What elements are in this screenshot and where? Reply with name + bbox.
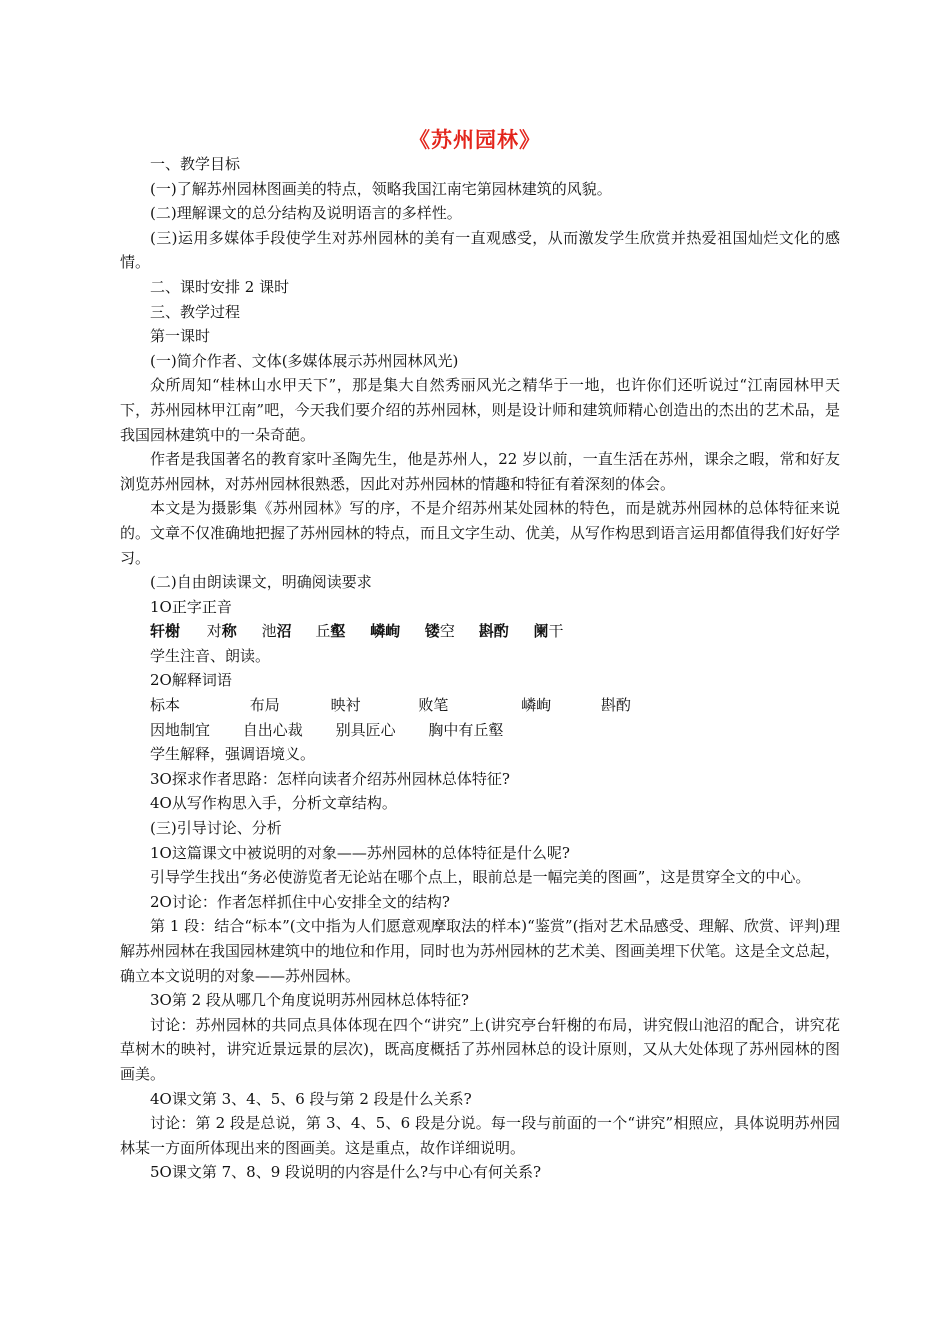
list-item: 4O从写作构思入手，分析文章结构。 [150, 794, 397, 813]
pronounce-word-plain: 干 [548, 622, 564, 641]
pronounce-word: 壑 [330, 622, 346, 641]
paragraph: 众所周知“桂林山水甲天下”，那是集大自然秀丽风光之精华于一地，也许你们还听说过“江南园林甲天下，苏州园林甲江南”吧，今天我们要介绍的苏州园林，则是设计师和建筑师精心创造出的杰出的艺术品，是我国园林建筑中的一朵奇葩。 [120, 376, 840, 444]
lesson-heading: 第一课时 [150, 327, 211, 346]
document-title: 《苏州园林》 [409, 128, 541, 152]
pronounce-word-plain: 丘 [315, 622, 331, 641]
objective-3: (三)运用多媒体手段使学生对苏州园林的美有一直观感受，从而激发学生欣赏并热爱祖国灿烂文化的感情。 [120, 228, 840, 272]
pronounce-word: 阑 [533, 622, 549, 641]
paragraph: 本文是为摄影集《苏州园林》写的序，不是介绍苏州某处园林的特色，而是就苏州园林的总体特征来说的。文章不仅准确地把握了苏州园林的特点，而且文字生动、优美，从写作构思到语言运用都值得我们好好学习。 [120, 499, 841, 567]
pronounce-word: 轩榭 [150, 622, 181, 641]
pronounce-word: 称 [221, 622, 237, 641]
list-item: 3O探求作者思路：怎样向读者介绍苏州园林总体特征? [150, 769, 510, 788]
vocab-word: 因地制宜 [150, 720, 211, 739]
pronounce-word-plain: 池 [261, 622, 277, 641]
pronounce-word-plain: 对 [206, 622, 222, 641]
paragraph: 第 1 段：结合“标本”(文中指为人们愿意观摩取法的样本)“鉴赏”(指对艺术品感受、理解、欣赏、评判)理解苏州园林在我国园林建筑中的地位和作用，同时也为苏州园林的艺术美、图画美埋下伏笔。这是全文总起，确立本文说明的对象——苏州园林。 [120, 917, 841, 985]
sub-heading: (一)简介作者、文体(多媒体展示苏州园林风光) [150, 351, 459, 370]
list-item: 5O课文第 7、8、9 段说明的内容是什么?与中心有何关系? [150, 1163, 542, 1182]
paragraph: 学生注音、朗读。 [150, 646, 271, 665]
vocab-word: 斟酌 [600, 696, 631, 715]
paragraph: 讨论：第 2 段是总说，第 3、4、5、6 段是分说。每一段与前面的一个“讲究”相照应，具体说明苏州园林某一方面所体现出来的图画美。这是重点，故作详细说明。 [120, 1114, 840, 1157]
list-item: 2O解释词语 [150, 671, 232, 690]
paragraph: 引导学生找出“务必使游览者无论站在哪个点上，眼前总是一幅完美的图画”，这是贯穿全文的中心。 [150, 868, 811, 887]
list-item: 4O课文第 3、4、5、6 段与第 2 段是什么关系? [150, 1089, 472, 1108]
list-item: 3O第 2 段从哪几个角度说明苏州园林总体特征? [150, 991, 469, 1010]
pronounce-word-row [120, 619, 840, 644]
paragraph: 学生解释，强调语境义。 [150, 745, 316, 764]
section-heading: 三、教学过程 [150, 302, 241, 321]
sub-heading: (三)引导讨论、分析 [150, 819, 282, 838]
section-heading: 一、教学目标 [150, 155, 241, 173]
document-body [120, 152, 840, 1185]
pronounce-word: 镂 [424, 622, 440, 641]
section-heading: 二、课时安排 2 课时 [150, 277, 290, 296]
list-item: 1O正字正音 [150, 597, 232, 616]
vocab-word: 败笔 [418, 696, 449, 715]
vocab-word: 布局 [249, 696, 280, 715]
list-item: 2O讨论：作者怎样抓住中心安排全文的结构? [150, 892, 450, 911]
objective-2: (二)理解课文的总分结构及说明语言的多样性。 [150, 204, 462, 223]
paragraph: 讨论：苏州园林的共同点具体体现在四个“讲究”上(讲究亭台轩榭的布局，讲究假山池沼的配合，讲究花草树木的映衬，讲究近景远景的层次)，既高度概括了苏州园林总的设计原则，又从大处体现了苏州园林的图画美。 [120, 1015, 840, 1083]
pronounce-word-plain: 空 [439, 622, 455, 641]
sub-heading: (二)自由朗读课文，明确阅读要求 [150, 573, 372, 592]
vocab-word: 嶙峋 [521, 696, 552, 715]
pronounce-word: 斟酌 [478, 622, 509, 641]
vocab-row [120, 718, 840, 743]
pronounce-word: 嶙峋 [370, 622, 401, 641]
vocab-word: 胸中有丘壑 [428, 720, 504, 739]
vocab-word: 映衬 [330, 696, 361, 715]
paragraph: 作者是我国著名的教育家叶圣陶先生，他是苏州人，22 岁以前，一直生活在苏州，课余之暇，常和好友浏览苏州园林，对苏州园林很熟悉，因此对苏州园林的情趣和特征有着深刻的体会。 [120, 450, 840, 493]
list-item: 1O这篇课文中被说明的对象——苏州园林的总体特征是什么呢? [150, 843, 570, 862]
vocab-word: 别具匠心 [335, 720, 396, 739]
objective-1: (一)了解苏州园林图画美的特点，领略我国江南宅第园林建筑的风貌。 [150, 179, 612, 198]
pronounce-word: 沼 [276, 622, 292, 641]
vocab-word: 标本 [150, 696, 181, 715]
vocab-word: 自出心裁 [242, 720, 303, 739]
vocab-row [120, 693, 840, 718]
